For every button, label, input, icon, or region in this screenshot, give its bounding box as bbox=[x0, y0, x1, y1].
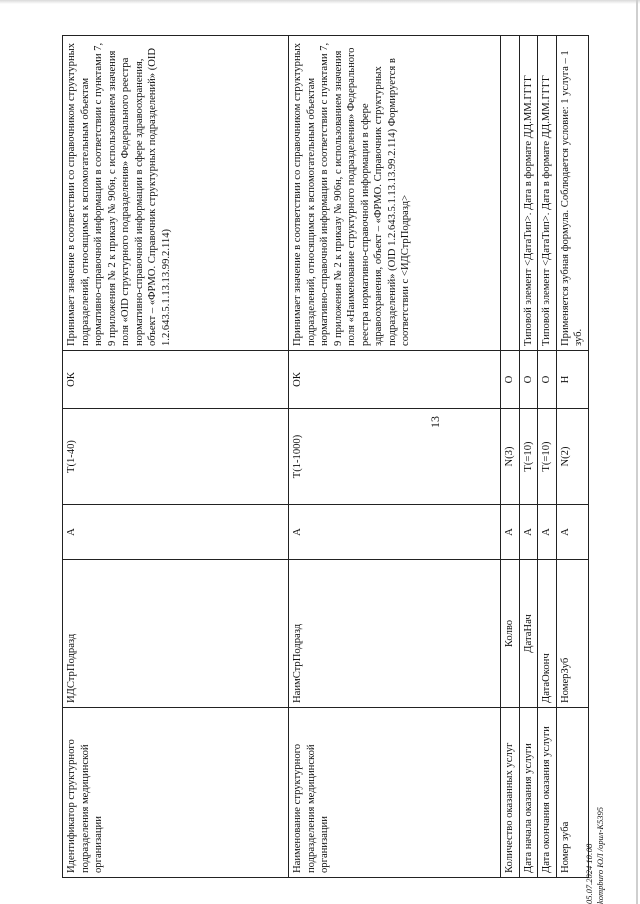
element-name-cell: Количество оказанных услуг bbox=[501, 708, 520, 878]
element-mandatory-cell: О bbox=[519, 351, 538, 409]
stamp-date: 05.07.2024 10:08 bbox=[584, 843, 594, 904]
element-code-cell: ДатаОконч bbox=[538, 560, 557, 708]
element-status-cell: А bbox=[556, 505, 588, 560]
element-status-cell: А bbox=[289, 505, 501, 560]
element-code-cell: Колво bbox=[501, 560, 520, 708]
element-code-cell: НомерЗуб bbox=[556, 560, 588, 708]
element-mandatory-cell: Н bbox=[556, 351, 588, 409]
element-code-cell: ИДСтрПодразд bbox=[63, 560, 289, 708]
element-description-cell: Применяется зубная формула. Соблюдается условие: 1 услуга – 1 зуб. bbox=[556, 36, 588, 351]
table-row bbox=[538, 36, 557, 878]
element-status-cell: А bbox=[538, 505, 557, 560]
element-format-cell: Т(1-40) bbox=[63, 409, 289, 505]
print-stamp bbox=[584, 807, 605, 904]
table-row bbox=[63, 36, 289, 878]
table-row bbox=[501, 36, 520, 878]
stamp-author: kompburo ЮЛ /орил-К5395 bbox=[594, 806, 605, 904]
element-mandatory-cell: ОК bbox=[63, 351, 289, 409]
element-description-cell: Типовой элемент <ДатаТип>. Дата в формате ДД.ММ.ГГГГ bbox=[538, 36, 557, 351]
element-name-cell: Идентификатор структурного подразделения медицинской организации bbox=[63, 708, 289, 878]
element-name-cell: Номер зуба bbox=[556, 708, 588, 878]
element-description-cell: Принимает значение в соответствии со справочником структурных подразделений, относящимся к вспомогательным объектам нормативно-справочной информации в соответствии с пунктами 7, 9 приложения № 2 к приказу № 906н, с использованием значения поля «OID структурного подразделения» Федерального реестра нормативно-справочной информации в сфере здравоохранения, объект – «ФРМО. Справочник структурных подразделений» (OID 1.2.643.5.1.13.13.99.2.114) bbox=[63, 36, 289, 351]
data-element-table bbox=[62, 35, 589, 878]
element-mandatory-cell: ОК bbox=[289, 351, 501, 409]
element-description-cell: Принимает значение в соответствии со справочником структурных подразделений, относящимся к вспомогательным объектам нормативно-справочной информации в соответствии с пунктами 7, 9 приложения № 2 к приказу № 906н, с использованием значения поля «Наименование структурного подразделения» Федерального реестра нормативно-справочной информации в сфере здравоохранения, объект – «ФРМО. Справочник структурных подразделений» (OID 1.2.643.5.1.13.13.99.2.114) Формируется в соответствии с <ИДСтрПодразд> bbox=[289, 36, 501, 351]
element-status-cell: А bbox=[63, 505, 289, 560]
scan-edge bbox=[0, 0, 640, 4]
element-format-cell: Т(=10) bbox=[519, 409, 538, 505]
element-description-cell: Типовой элемент <ДатаТип>. Дата в формате ДД.ММ.ГГГГ bbox=[519, 36, 538, 351]
rotated-page bbox=[62, 36, 585, 878]
element-mandatory-cell: О bbox=[538, 351, 557, 409]
element-format-cell: N(2) bbox=[556, 409, 588, 505]
element-description-cell bbox=[501, 36, 520, 351]
table-row bbox=[556, 36, 588, 878]
table-row bbox=[289, 36, 501, 878]
element-format-cell: N(3) bbox=[501, 409, 520, 505]
table-row bbox=[519, 36, 538, 878]
element-name-cell: Дата окончания оказания услуги bbox=[538, 708, 557, 878]
element-format-cell: Т(=10) bbox=[538, 409, 557, 505]
element-name-cell: Наименование структурного подразделения медицинской организации bbox=[289, 708, 501, 878]
page-number: 13 bbox=[428, 416, 442, 428]
element-mandatory-cell: О bbox=[501, 351, 520, 409]
element-name-cell: Дата начала оказания услуги bbox=[519, 708, 538, 878]
scan-gutter bbox=[636, 0, 638, 904]
element-format-cell: Т(1-1000) bbox=[289, 409, 501, 505]
element-code-cell: НаимСтрПодразд bbox=[289, 560, 501, 708]
element-status-cell: А bbox=[501, 505, 520, 560]
element-status-cell: А bbox=[519, 505, 538, 560]
element-code-cell: ДатаНач bbox=[519, 560, 538, 708]
